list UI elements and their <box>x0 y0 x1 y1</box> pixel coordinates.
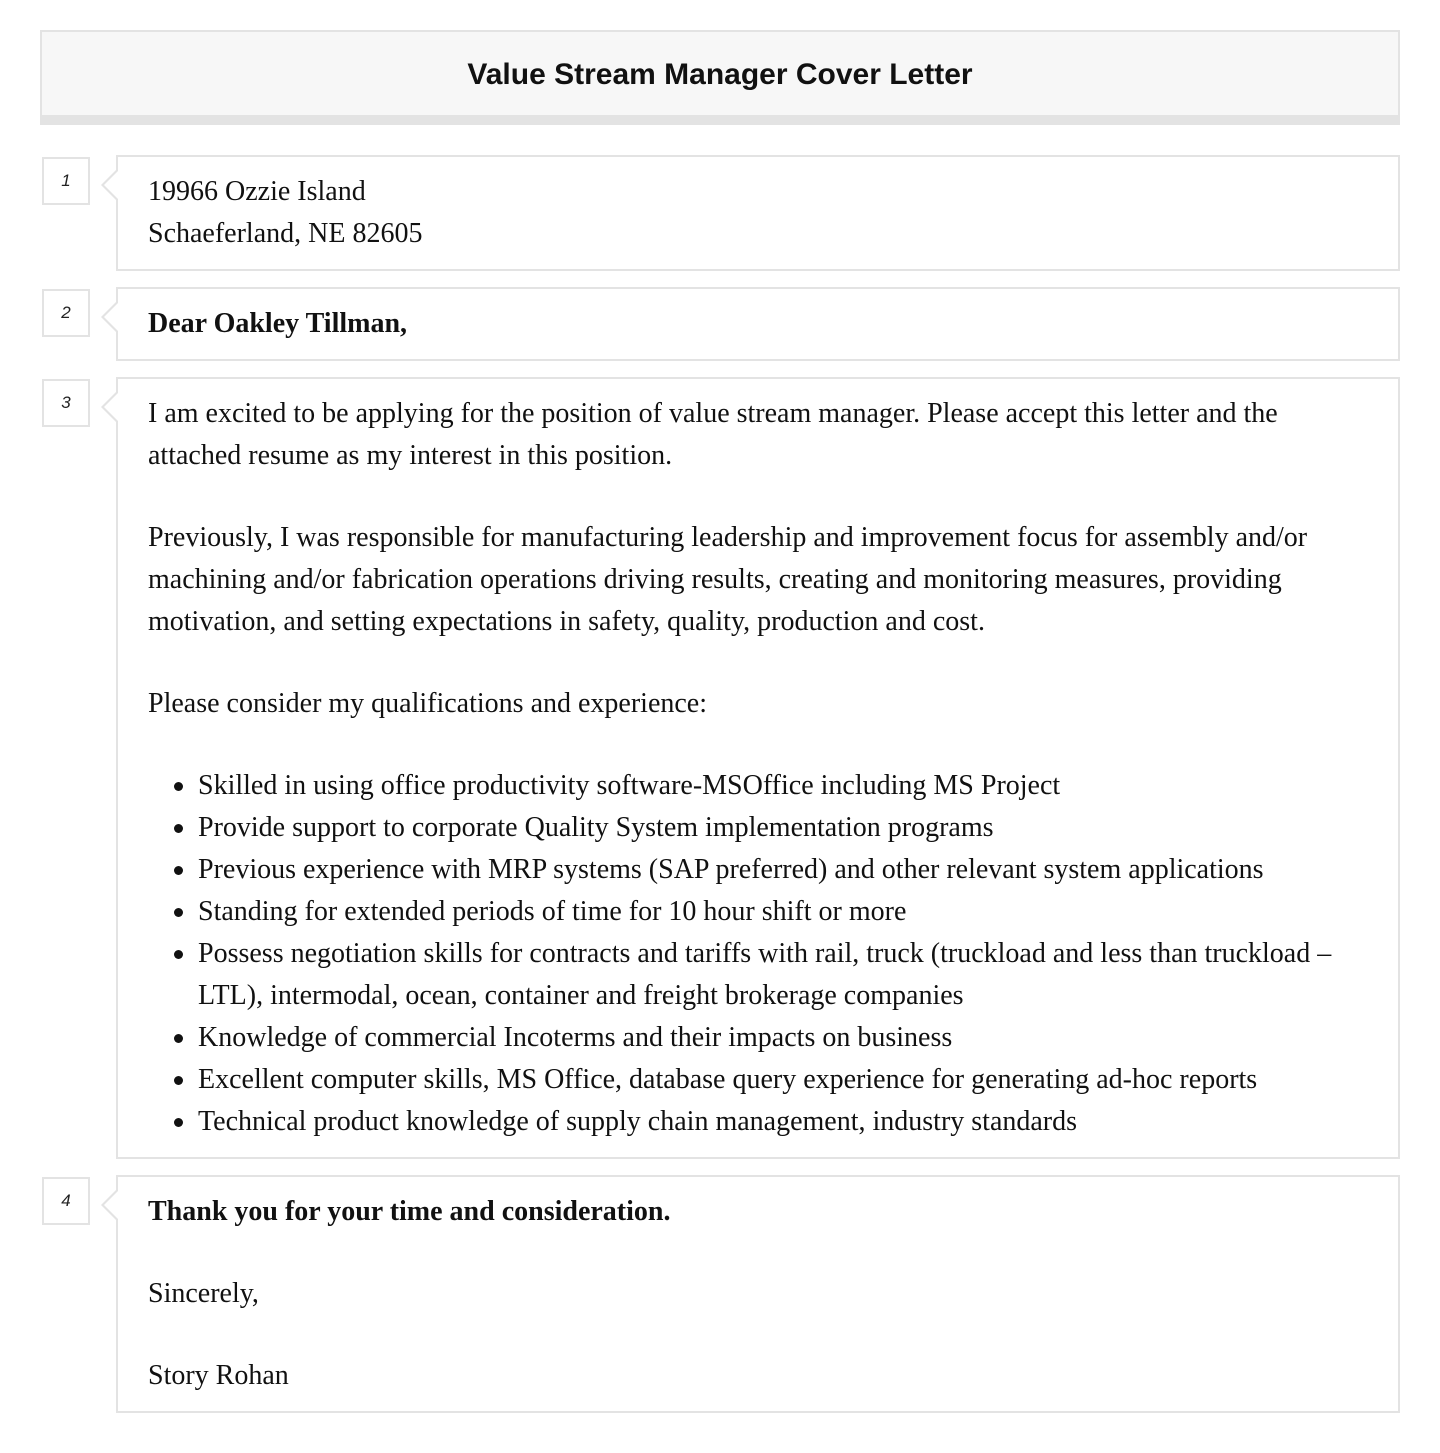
section-body <box>116 377 1400 1159</box>
experience-paragraph: Previously, I was responsible for manufacturing leadership and improvement focus for assembly and/or machining and/or fabrication operations driving results, creating and monitoring measures, providing motivation, and setting expectations in safety, quality, production and cost. <box>148 522 1308 637</box>
section-closing <box>116 1175 1400 1413</box>
list-item: Standing for extended periods of time for 10 hour shift or more <box>198 891 1368 933</box>
header-bar <box>40 30 1400 125</box>
address-line-2: Schaeferland, NE 82605 <box>148 218 423 249</box>
section-number-1: 1 <box>42 157 90 205</box>
qualifications-lead-in: Please consider my qualifications and experience: <box>148 688 708 719</box>
section-salutation <box>116 287 1400 361</box>
list-item: Previous experience with MRP systems (SAP preferred) and other relevant system applications <box>198 849 1368 891</box>
qualifications-list <box>148 765 1368 1143</box>
section-number-4: 4 <box>42 1177 90 1225</box>
section-number-3: 3 <box>42 379 90 427</box>
address-line-1: 19966 Ozzie Island <box>148 176 366 207</box>
list-item: Provide support to corporate Quality System implementation programs <box>198 807 1368 849</box>
list-item: Excellent computer skills, MS Office, database query experience for generating ad-hoc reports <box>198 1059 1368 1101</box>
list-item: Possess negotiation skills for contracts and tariffs with rail, truck (truckload and less than truckload – LTL), intermodal, ocean, container and freight brokerage companies <box>198 933 1368 1017</box>
closing-signoff: Sincerely, <box>148 1278 259 1309</box>
section-number-2: 2 <box>42 289 90 337</box>
page-title: Value Stream Manager Cover Letter <box>467 57 973 91</box>
signature-name: Story Rohan <box>148 1360 289 1391</box>
closing-thanks: Thank you for your time and consideration. <box>148 1196 671 1227</box>
list-item: Knowledge of commercial Incoterms and their impacts on business <box>198 1017 1368 1059</box>
salutation: Dear Oakley Tillman, <box>148 308 408 339</box>
list-item: Technical product knowledge of supply chain management, industry standards <box>198 1101 1368 1143</box>
section-address <box>116 155 1400 271</box>
list-item: Skilled in using office productivity software-MSOffice including MS Project <box>198 765 1368 807</box>
intro-paragraph: I am excited to be applying for the position of value stream manager. Please accept this letter and the attached resume as my interest in this position. <box>148 398 1278 471</box>
